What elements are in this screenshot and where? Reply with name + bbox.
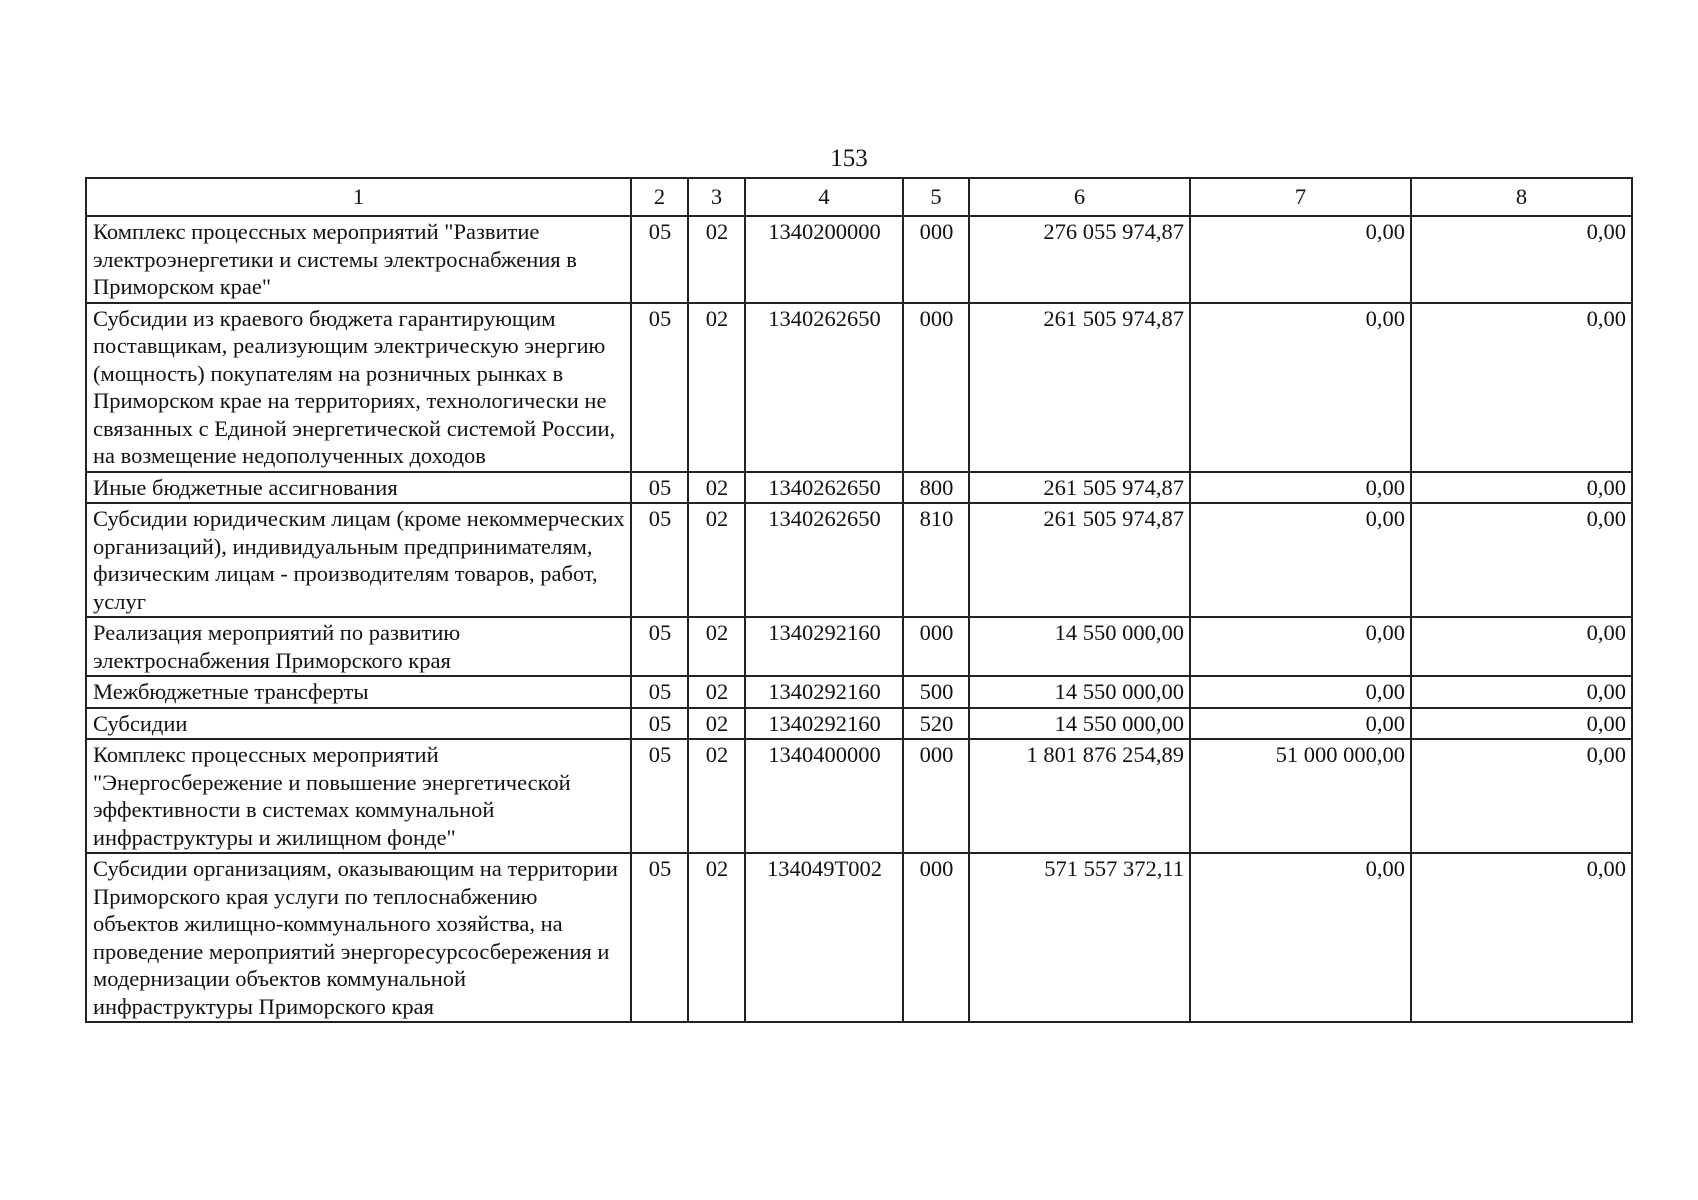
subsection-code: 02 [688, 708, 745, 740]
budget-table [85, 177, 1633, 1023]
subsection-code: 02 [688, 617, 745, 676]
table-row [86, 853, 1632, 1022]
amount-col7: 0,00 [1190, 708, 1411, 740]
amount-col6: 261 505 974,87 [969, 472, 1190, 504]
amount-col7: 51 000 000,00 [1190, 739, 1411, 853]
column-header: 7 [1190, 178, 1411, 216]
target-article-code: 134049T002 [745, 853, 903, 1022]
amount-col7: 0,00 [1190, 303, 1411, 472]
row-description: Субсидии юридическим лицам (кроме некоммерческих организаций), индивидуальным предпринимателям, физическим лицам - производителям товаров, работ, услуг [86, 503, 631, 617]
amount-col7: 0,00 [1190, 676, 1411, 708]
expense-type-code: 000 [903, 853, 969, 1022]
expense-type-code: 000 [903, 216, 969, 303]
table-row [86, 472, 1632, 504]
table-row [86, 708, 1632, 740]
amount-col6: 14 550 000,00 [969, 617, 1190, 676]
row-description: Иные бюджетные ассигнования [86, 472, 631, 504]
expense-type-code: 800 [903, 472, 969, 504]
column-header: 1 [86, 178, 631, 216]
page-number: 153 [830, 145, 868, 172]
subsection-code: 02 [688, 853, 745, 1022]
row-description: Субсидии организациям, оказывающим на территории Приморского края услуги по теплоснабжению объектов жилищно-коммунального хозяйства, на проведение мероприятий энергоресурсосбережения и модернизации объектов коммунальной инфраструктуры Приморского края [86, 853, 631, 1022]
column-header: 2 [631, 178, 688, 216]
table-row [86, 617, 1632, 676]
row-description: Реализация мероприятий по развитию электроснабжения Приморского края [86, 617, 631, 676]
target-article-code: 1340262650 [745, 503, 903, 617]
amount-col6: 261 505 974,87 [969, 503, 1190, 617]
section-code: 05 [631, 676, 688, 708]
amount-col6: 14 550 000,00 [969, 676, 1190, 708]
amount-col8: 0,00 [1411, 503, 1632, 617]
table-row [86, 676, 1632, 708]
amount-col6: 1 801 876 254,89 [969, 739, 1190, 853]
target-article-code: 1340262650 [745, 303, 903, 472]
section-code: 05 [631, 216, 688, 303]
amount-col7: 0,00 [1190, 853, 1411, 1022]
amount-col8: 0,00 [1411, 303, 1632, 472]
amount-col6: 276 055 974,87 [969, 216, 1190, 303]
amount-col7: 0,00 [1190, 216, 1411, 303]
table-row [86, 503, 1632, 617]
target-article-code: 1340200000 [745, 216, 903, 303]
amount-col7: 0,00 [1190, 617, 1411, 676]
row-description: Комплекс процессных мероприятий "Энергосбережение и повышение энергетической эффективности в системах коммунальной инфраструктуры и жилищном фонде" [86, 739, 631, 853]
expense-type-code: 000 [903, 617, 969, 676]
row-description: Субсидии [86, 708, 631, 740]
expense-type-code: 520 [903, 708, 969, 740]
subsection-code: 02 [688, 739, 745, 853]
row-description: Комплекс процессных мероприятий "Развитие электроэнергетики и системы электроснабжения в Приморском крае" [86, 216, 631, 303]
subsection-code: 02 [688, 676, 745, 708]
amount-col6: 14 550 000,00 [969, 708, 1190, 740]
target-article-code: 1340262650 [745, 472, 903, 504]
subsection-code: 02 [688, 216, 745, 303]
subsection-code: 02 [688, 503, 745, 617]
row-description: Межбюджетные трансферты [86, 676, 631, 708]
column-header: 8 [1411, 178, 1632, 216]
amount-col6: 261 505 974,87 [969, 303, 1190, 472]
target-article-code: 1340292160 [745, 708, 903, 740]
expense-type-code: 000 [903, 303, 969, 472]
subsection-code: 02 [688, 303, 745, 472]
amount-col8: 0,00 [1411, 708, 1632, 740]
amount-col7: 0,00 [1190, 472, 1411, 504]
section-code: 05 [631, 617, 688, 676]
expense-type-code: 810 [903, 503, 969, 617]
section-code: 05 [631, 303, 688, 472]
section-code: 05 [631, 739, 688, 853]
section-code: 05 [631, 708, 688, 740]
amount-col8: 0,00 [1411, 853, 1632, 1022]
section-code: 05 [631, 472, 688, 504]
section-code: 05 [631, 503, 688, 617]
subsection-code: 02 [688, 472, 745, 504]
target-article-code: 1340292160 [745, 676, 903, 708]
target-article-code: 1340292160 [745, 617, 903, 676]
column-header: 4 [745, 178, 903, 216]
column-header: 3 [688, 178, 745, 216]
row-description: Субсидии из краевого бюджета гарантирующим поставщикам, реализующим электрическую энергию (мощность) покупателям на розничных рынках в Приморском крае на территориях, технологически не связанных с Единой энергетической системой России, на возмещение недополученных доходов [86, 303, 631, 472]
amount-col6: 571 557 372,11 [969, 853, 1190, 1022]
table-header-row [86, 178, 1632, 216]
amount-col8: 0,00 [1411, 676, 1632, 708]
table-row [86, 739, 1632, 853]
target-article-code: 1340400000 [745, 739, 903, 853]
amount-col8: 0,00 [1411, 472, 1632, 504]
section-code: 05 [631, 853, 688, 1022]
table-row [86, 216, 1632, 303]
amount-col8: 0,00 [1411, 617, 1632, 676]
column-header: 5 [903, 178, 969, 216]
amount-col7: 0,00 [1190, 503, 1411, 617]
amount-col8: 0,00 [1411, 216, 1632, 303]
column-header: 6 [969, 178, 1190, 216]
table-row [86, 303, 1632, 472]
amount-col8: 0,00 [1411, 739, 1632, 853]
expense-type-code: 500 [903, 676, 969, 708]
expense-type-code: 000 [903, 739, 969, 853]
